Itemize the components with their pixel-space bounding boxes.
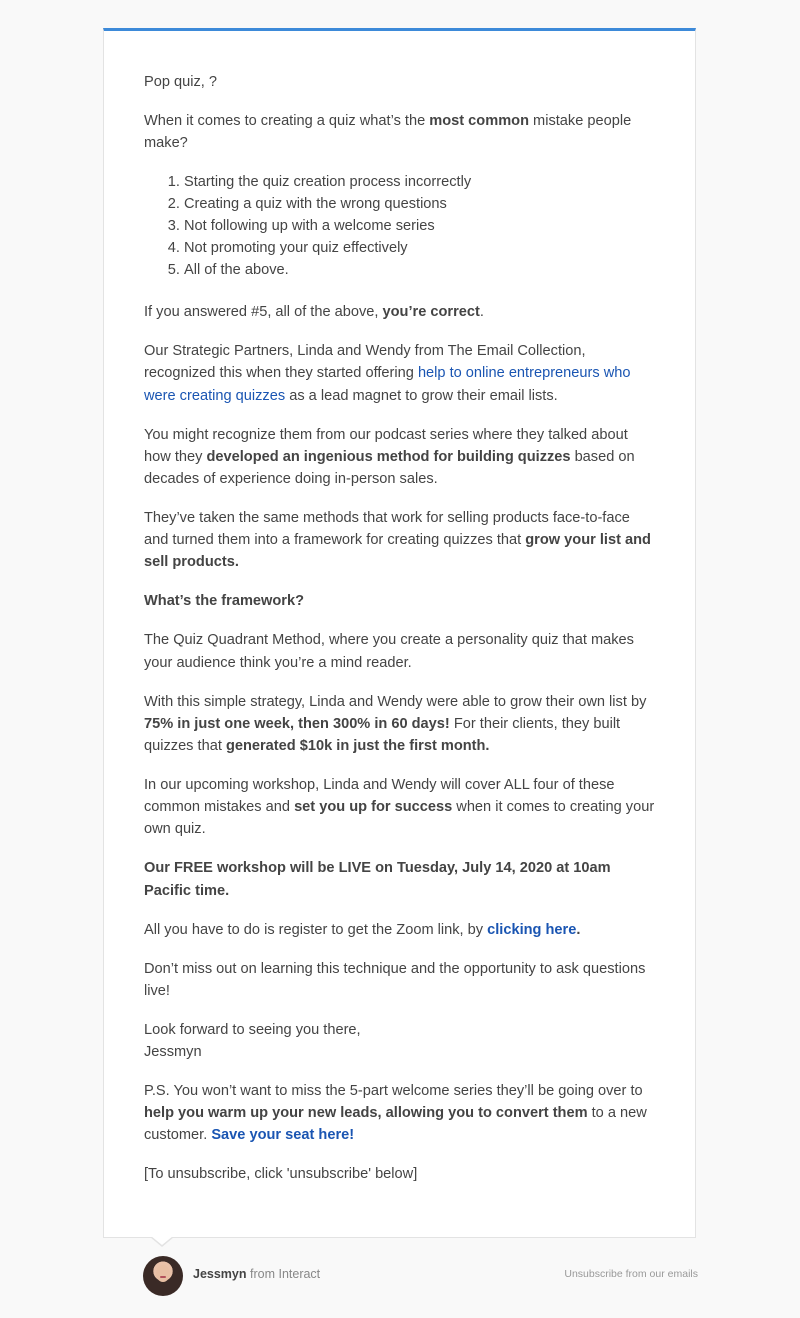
text: as a lead magnet to grow their email lists.: [285, 387, 558, 404]
save-seat-link[interactable]: Save your seat here!: [211, 1127, 355, 1144]
signature: Jessmyn: [144, 1044, 202, 1061]
list-item: 2. Creating a quiz with the wrong questions: [184, 193, 656, 215]
avatar-face: [156, 1265, 170, 1282]
podcast-paragraph: [144, 424, 656, 491]
text: When it comes to creating a quiz what’s the: [144, 113, 430, 129]
bold-text: you’re correct: [382, 304, 480, 321]
ps-paragraph: [144, 1080, 656, 1147]
bold-text: set you up for success: [294, 799, 453, 816]
text: In our upcoming workshop, Linda and Wendy will cover ALL four of these common mistakes and: [144, 777, 615, 816]
list-item: 5. All of the above.: [184, 259, 656, 281]
sender-from: from Interact: [250, 1267, 321, 1281]
quiz-help-link[interactable]: help to online entrepreneurs who were creating quizzes: [144, 365, 631, 404]
text: based on decades of experience doing in-person sales.: [144, 448, 635, 488]
methods-paragraph: [144, 507, 656, 574]
list-item: 1. Starting the quiz creation process incorrectly: [184, 171, 656, 193]
unsubscribe-note: [To unsubscribe, click 'unsubscribe' below]: [144, 1166, 418, 1183]
avatar-lips: [160, 1276, 166, 1278]
results-paragraph: [144, 691, 656, 758]
partners-paragraph: [144, 340, 656, 407]
text: .: [576, 921, 581, 938]
bold-text: grow your list and sell products.: [144, 532, 651, 571]
sender-name: Jessmyn: [193, 1267, 247, 1281]
quiz-options-list: [144, 171, 656, 281]
text: to a new customer.: [144, 1105, 647, 1144]
footer: [143, 1256, 698, 1296]
dont-miss-paragraph: Don’t miss out on learning this technique and the opportunity to ask questions live!: [144, 960, 646, 999]
bold-text: What’s the framework?: [144, 593, 305, 610]
greeting: Pop quiz, ?: [144, 74, 218, 90]
answer-paragraph: [144, 301, 656, 323]
text: .: [479, 304, 484, 321]
signoff: Look forward to seeing you there,: [144, 1021, 361, 1038]
signoff-paragraph: [144, 1019, 656, 1063]
bold-text: 75% in just one week, then 300% in 60 days!: [144, 715, 450, 732]
register-paragraph: [144, 919, 656, 941]
framework-paragraph: The Quiz Quadrant Method, where you create a personality quiz that makes your audience think you’re a mind reader.: [144, 632, 634, 671]
list-item: 4. Not promoting your quiz effectively: [184, 237, 656, 259]
avatar: [143, 1256, 183, 1296]
email-body: [144, 71, 656, 1202]
text: They’ve taken the same methods that work for selling products face-to-face and turned them into a framework for creating quizzes that: [144, 510, 630, 549]
workshop-paragraph: [144, 774, 656, 841]
bold-text: Our FREE workshop will be LIVE on Tuesday, July 14, 2020 at 10am Pacific time.: [144, 860, 611, 899]
email-card: [103, 28, 696, 1238]
register-link[interactable]: clicking here: [487, 921, 577, 938]
text: You might recognize them from our podcast series where they talked about how they: [144, 426, 628, 465]
question-paragraph: [144, 110, 656, 154]
text: mistake people make?: [144, 113, 632, 152]
text: If you answered #5, all of the above,: [144, 304, 383, 321]
bold-text: most common: [429, 113, 529, 129]
sender-info: [193, 1267, 320, 1281]
bold-text: developed an ingenious method for building quizzes: [206, 448, 571, 465]
list-item: 3. Not following up with a welcome series: [184, 215, 656, 237]
framework-heading: [144, 590, 656, 612]
text: Our Strategic Partners, Linda and Wendy from The Email Collection, recognized this when they started offering: [144, 343, 586, 382]
text: With this simple strategy, Linda and Wendy were able to grow their own list by: [144, 693, 647, 710]
bold-text: generated $10k in just the first month.: [225, 738, 490, 755]
text: P.S. You won’t want to miss the 5-part welcome series they’ll be going over to: [144, 1083, 643, 1100]
text: when it comes to creating your own quiz.: [144, 799, 655, 838]
unsubscribe-link[interactable]: Unsubscribe from our emails: [564, 1268, 698, 1280]
text: For their clients, they built quizzes that: [144, 715, 621, 755]
live-paragraph: [144, 857, 656, 901]
bold-text: help you warm up your new leads, allowing you to convert them: [144, 1105, 588, 1122]
text: All you have to do is register to get the Zoom link, by: [144, 921, 488, 938]
card-pointer: [150, 1237, 174, 1247]
